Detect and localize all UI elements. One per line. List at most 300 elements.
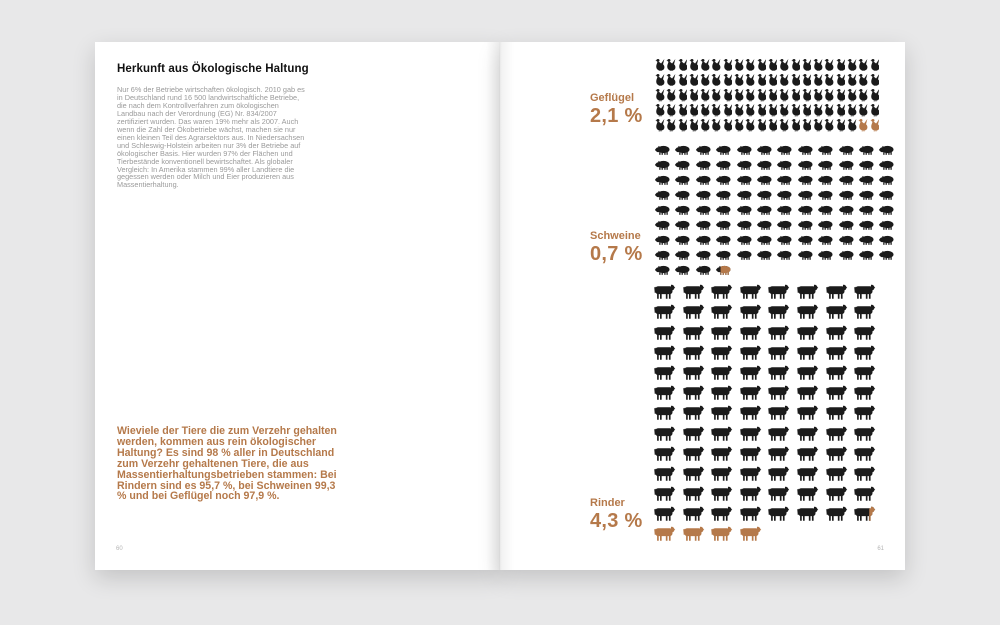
cow-icon — [767, 483, 796, 503]
chicken-icon — [734, 104, 745, 119]
cow-icon — [796, 463, 825, 483]
cow-icon — [767, 342, 796, 362]
chicken-icon — [791, 104, 802, 119]
pig-icon — [777, 232, 797, 247]
chicken-icon — [678, 73, 689, 88]
cow-icon — [710, 281, 739, 301]
chicken-icon — [858, 119, 869, 134]
cow-icon — [739, 402, 768, 422]
pig-icon — [839, 172, 859, 187]
cow-icon — [739, 483, 768, 503]
pig-icon — [777, 172, 797, 187]
chicken-icon — [689, 73, 700, 88]
chicken-icon — [745, 58, 756, 73]
pig-icon — [859, 247, 879, 262]
pig-icon — [655, 187, 675, 202]
pig-icon — [716, 157, 736, 172]
cow-icon — [796, 382, 825, 402]
pig-icon — [839, 202, 859, 217]
chicken-icon — [802, 104, 813, 119]
geflugel-pictogram-grid — [655, 58, 882, 134]
chicken-icon — [723, 119, 734, 134]
chicken-icon — [768, 88, 779, 103]
chicken-icon — [802, 73, 813, 88]
cow-icon — [739, 422, 768, 442]
chicken-icon — [700, 88, 711, 103]
cow-icon — [653, 281, 682, 301]
pig-icon — [818, 232, 838, 247]
cow-icon — [767, 422, 796, 442]
rinder-value: 4,3 % — [590, 510, 643, 532]
pig-icon — [798, 247, 818, 262]
chicken-icon — [824, 58, 835, 73]
cow-icon — [767, 301, 796, 321]
pig-icon — [716, 247, 736, 262]
pig-icon — [696, 142, 716, 157]
chicken-icon — [700, 104, 711, 119]
schweine-label: Schweine — [590, 230, 641, 242]
cow-icon — [767, 382, 796, 402]
pig-icon — [798, 142, 818, 157]
chicken-icon — [836, 119, 847, 134]
chicken-icon — [745, 104, 756, 119]
pig-icon — [879, 172, 899, 187]
cow-icon — [710, 463, 739, 483]
chicken-icon — [824, 73, 835, 88]
pig-icon — [696, 232, 716, 247]
pig-icon — [655, 142, 675, 157]
pig-icon — [859, 232, 879, 247]
pig-icon — [777, 157, 797, 172]
chicken-icon — [870, 104, 881, 119]
cow-icon — [653, 362, 682, 382]
pig-icon — [839, 187, 859, 202]
cow-icon — [653, 523, 682, 543]
pig-icon — [716, 187, 736, 202]
chicken-icon — [836, 58, 847, 73]
chicken-icon — [779, 58, 790, 73]
cow-icon — [739, 362, 768, 382]
chicken-icon — [655, 104, 666, 119]
chicken-icon — [666, 73, 677, 88]
pig-icon — [839, 217, 859, 232]
cow-icon — [653, 463, 682, 483]
pig-icon — [757, 202, 777, 217]
pig-icon — [696, 157, 716, 172]
cow-icon — [853, 422, 882, 442]
cow-icon — [825, 483, 854, 503]
cow-icon — [682, 281, 711, 301]
chicken-icon — [779, 119, 790, 134]
cow-icon — [825, 422, 854, 442]
cow-icon — [653, 321, 682, 341]
pig-icon — [798, 187, 818, 202]
cow-icon — [739, 503, 768, 523]
cow-icon — [853, 321, 882, 341]
cow-icon — [825, 301, 854, 321]
page-title: Herkunft aus Ökologische Haltung — [117, 63, 309, 75]
pig-icon — [655, 247, 675, 262]
pig-icon — [859, 202, 879, 217]
cow-icon — [767, 503, 796, 523]
cow-icon — [710, 443, 739, 463]
chicken-icon — [655, 73, 666, 88]
chicken-icon — [678, 104, 689, 119]
chicken-icon — [711, 104, 722, 119]
chicken-icon — [757, 58, 768, 73]
chicken-icon — [791, 73, 802, 88]
cow-icon — [739, 301, 768, 321]
chicken-icon — [836, 104, 847, 119]
pig-icon — [655, 262, 675, 277]
cow-icon — [767, 463, 796, 483]
chicken-icon — [847, 119, 858, 134]
pig-icon — [818, 217, 838, 232]
pig-icon — [879, 157, 899, 172]
pig-icon — [777, 187, 797, 202]
cow-icon — [853, 443, 882, 463]
cow-icon — [825, 443, 854, 463]
right-page — [500, 42, 905, 570]
cow-icon — [825, 362, 854, 382]
pig-icon — [737, 187, 757, 202]
page-number-left: 60 — [116, 546, 123, 552]
cow-icon — [796, 443, 825, 463]
cow-icon — [682, 342, 711, 362]
cow-icon — [682, 382, 711, 402]
chicken-icon — [723, 58, 734, 73]
pig-icon — [879, 187, 899, 202]
cow-icon — [682, 422, 711, 442]
pig-icon — [859, 187, 879, 202]
chicken-icon — [768, 58, 779, 73]
cow-icon — [739, 463, 768, 483]
chicken-icon — [768, 119, 779, 134]
pig-icon — [798, 232, 818, 247]
chicken-icon — [734, 58, 745, 73]
cow-icon — [682, 463, 711, 483]
cow-icon — [653, 301, 682, 321]
pig-icon — [675, 247, 695, 262]
chicken-icon — [802, 88, 813, 103]
cow-icon — [796, 281, 825, 301]
chicken-icon — [678, 88, 689, 103]
chicken-icon — [734, 88, 745, 103]
pig-icon — [859, 157, 879, 172]
cow-icon — [767, 281, 796, 301]
chicken-icon — [836, 73, 847, 88]
chicken-icon — [700, 119, 711, 134]
chicken-icon — [745, 119, 756, 134]
chicken-icon — [734, 119, 745, 134]
pig-icon — [737, 202, 757, 217]
cow-icon — [682, 362, 711, 382]
chicken-icon — [836, 88, 847, 103]
chicken-icon — [813, 58, 824, 73]
chicken-icon — [689, 119, 700, 134]
chicken-icon — [666, 104, 677, 119]
chicken-icon — [757, 104, 768, 119]
pig-icon — [798, 217, 818, 232]
pig-icon — [675, 172, 695, 187]
chicken-icon — [802, 119, 813, 134]
cow-icon — [796, 342, 825, 362]
pig-icon — [798, 157, 818, 172]
cow-icon — [825, 402, 854, 422]
cow-icon — [825, 382, 854, 402]
pig-icon — [696, 247, 716, 262]
pig-icon — [696, 172, 716, 187]
cow-icon — [653, 483, 682, 503]
cow-icon — [710, 402, 739, 422]
pig-icon — [859, 142, 879, 157]
cow-icon — [739, 281, 768, 301]
pig-icon — [675, 217, 695, 232]
pig-icon — [839, 232, 859, 247]
chicken-icon — [757, 88, 768, 103]
chicken-icon — [870, 119, 881, 134]
cow-icon — [653, 402, 682, 422]
pig-icon — [818, 142, 838, 157]
cow-icon — [653, 443, 682, 463]
pig-icon — [757, 247, 777, 262]
cow-icon — [653, 503, 682, 523]
chicken-icon — [802, 58, 813, 73]
cow-icon — [853, 382, 882, 402]
cow-icon — [653, 342, 682, 362]
pig-icon — [696, 187, 716, 202]
cow-icon — [825, 321, 854, 341]
pig-icon — [675, 262, 695, 277]
cow-icon — [682, 321, 711, 341]
pig-icon — [655, 232, 675, 247]
pig-icon — [675, 157, 695, 172]
pig-icon — [655, 157, 675, 172]
chicken-icon — [791, 58, 802, 73]
chicken-icon — [678, 119, 689, 134]
cow-icon — [853, 342, 882, 362]
chicken-icon — [847, 104, 858, 119]
cow-icon — [710, 523, 739, 543]
chicken-icon — [847, 73, 858, 88]
cow-icon — [853, 483, 882, 503]
geflugel-value: 2,1 % — [590, 105, 643, 127]
pig-icon — [675, 232, 695, 247]
chicken-icon — [666, 58, 677, 73]
pig-icon — [737, 232, 757, 247]
chicken-icon — [700, 73, 711, 88]
chicken-icon — [824, 119, 835, 134]
pig-icon — [859, 172, 879, 187]
chicken-icon — [858, 88, 869, 103]
pig-icon — [716, 202, 736, 217]
chicken-icon — [847, 88, 858, 103]
chicken-icon — [678, 58, 689, 73]
chicken-icon — [666, 88, 677, 103]
chicken-icon — [870, 58, 881, 73]
chicken-icon — [689, 88, 700, 103]
chicken-icon — [870, 88, 881, 103]
pig-icon — [716, 217, 736, 232]
chicken-icon — [768, 73, 779, 88]
cow-icon — [796, 362, 825, 382]
cow-icon — [825, 503, 854, 523]
chicken-icon — [711, 73, 722, 88]
chicken-icon — [757, 119, 768, 134]
pig-icon — [818, 202, 838, 217]
cow-icon — [739, 443, 768, 463]
pig-icon — [879, 142, 899, 157]
chicken-icon — [870, 73, 881, 88]
cow-icon — [710, 422, 739, 442]
chicken-icon — [858, 58, 869, 73]
cow-icon — [739, 342, 768, 362]
cow-icon — [710, 483, 739, 503]
chicken-icon — [813, 88, 824, 103]
pig-icon — [777, 202, 797, 217]
pig-icon — [655, 202, 675, 217]
cow-icon — [796, 422, 825, 442]
pig-icon — [777, 247, 797, 262]
cow-icon — [710, 321, 739, 341]
pig-icon — [675, 142, 695, 157]
pig-icon — [737, 247, 757, 262]
cow-icon — [796, 321, 825, 341]
chicken-icon — [745, 88, 756, 103]
pig-icon — [879, 232, 899, 247]
cow-icon — [653, 382, 682, 402]
pig-icon — [879, 217, 899, 232]
cow-icon — [682, 402, 711, 422]
cow-icon — [682, 503, 711, 523]
cow-icon — [682, 523, 711, 543]
cow-icon — [710, 301, 739, 321]
pig-icon — [757, 142, 777, 157]
pig-icon — [655, 172, 675, 187]
rinder-label-group — [590, 497, 660, 533]
pig-icon — [716, 262, 736, 277]
chicken-icon — [858, 73, 869, 88]
chicken-icon — [768, 104, 779, 119]
cow-icon — [853, 463, 882, 483]
cow-icon — [853, 281, 882, 301]
chicken-icon — [655, 119, 666, 134]
pig-icon — [737, 217, 757, 232]
pig-icon — [696, 202, 716, 217]
chicken-icon — [779, 88, 790, 103]
pig-icon — [716, 142, 736, 157]
pig-icon — [818, 247, 838, 262]
chicken-icon — [824, 88, 835, 103]
cow-icon — [767, 443, 796, 463]
cow-icon — [796, 301, 825, 321]
pig-icon — [839, 247, 859, 262]
cow-icon — [682, 301, 711, 321]
cow-icon — [853, 503, 882, 523]
cow-icon — [853, 362, 882, 382]
pig-icon — [818, 172, 838, 187]
chicken-icon — [791, 119, 802, 134]
pig-icon — [839, 142, 859, 157]
pig-icon — [716, 172, 736, 187]
chicken-icon — [858, 104, 869, 119]
pig-icon — [859, 217, 879, 232]
pig-icon — [818, 187, 838, 202]
chicken-icon — [711, 88, 722, 103]
chicken-icon — [734, 73, 745, 88]
left-page — [95, 42, 500, 570]
pig-icon — [737, 172, 757, 187]
cow-icon — [710, 503, 739, 523]
cow-icon — [682, 443, 711, 463]
chicken-icon — [757, 73, 768, 88]
chicken-icon — [666, 119, 677, 134]
pig-icon — [879, 202, 899, 217]
cow-icon — [653, 422, 682, 442]
pig-icon — [879, 247, 899, 262]
cow-icon — [710, 362, 739, 382]
chicken-icon — [723, 73, 734, 88]
chicken-icon — [824, 104, 835, 119]
chicken-icon — [723, 104, 734, 119]
pig-icon — [757, 232, 777, 247]
pig-icon — [818, 157, 838, 172]
chicken-icon — [711, 58, 722, 73]
intro-paragraph: Nur 6% der Betriebe wirtschaften ökologisch. 2010 gab es in Deutschland rund 16 500 landwirtschaftliche Betriebe, die nach dem Kontrollverfahren zum ökologischen Landbau nach der Verordnung (EG) Nr. 834/2007 zertifiziert wurden. Das waren 19% mehr als 2007. Auch wenn die Zahl der Ökobetriebe wächst, machen sie nur einen kleinen Teil des Agrarsektors aus. In Niedersachsen und Schleswig-Holstein arbeiten nur 3% der Betriebe auf ökologischer Basis. Hier wurden 97% der Flächen und Tierbestände konventionell bewirtschaftet. Als globaler Vergleich: In Amerika stammen 99% aller Landtiere die gegessen werden oder Milch und Eier produzieren aus Massentierhaltung. — [117, 85, 305, 190]
cow-icon — [710, 382, 739, 402]
pig-icon — [675, 187, 695, 202]
chicken-icon — [813, 73, 824, 88]
pig-icon — [839, 157, 859, 172]
chicken-icon — [813, 104, 824, 119]
pig-icon — [798, 202, 818, 217]
cow-icon — [796, 402, 825, 422]
geflugel-label: Geflügel — [590, 92, 635, 104]
question-text: Wieviele der Tiere die zum Verzehr gehalten werden, kommen aus rein ökologischer Haltung? Es sind 98 % aller in Deutschland zum Verzehr gehaltenen Tiere, die aus Massentierhaltungsbetrieben stammen: Bei Rindern sind es 95,7 %, bei Schweinen 99,3 % und bei Geflügel noch 97,9 %. — [117, 425, 337, 503]
cow-icon — [767, 321, 796, 341]
pig-icon — [655, 217, 675, 232]
pig-icon — [737, 157, 757, 172]
schweine-pictogram-grid — [655, 142, 901, 277]
chicken-icon — [791, 88, 802, 103]
cow-icon — [796, 483, 825, 503]
rinder-pictogram-grid — [653, 281, 883, 543]
pig-icon — [696, 262, 716, 277]
cow-icon — [767, 402, 796, 422]
page-number-right: 61 — [877, 546, 884, 552]
cow-icon — [853, 301, 882, 321]
pig-icon — [757, 172, 777, 187]
chicken-icon — [689, 104, 700, 119]
chicken-icon — [779, 104, 790, 119]
pig-icon — [737, 142, 757, 157]
cow-icon — [739, 321, 768, 341]
chicken-icon — [745, 73, 756, 88]
chicken-icon — [655, 58, 666, 73]
chicken-icon — [700, 58, 711, 73]
cow-icon — [825, 463, 854, 483]
pig-icon — [757, 157, 777, 172]
pig-icon — [798, 172, 818, 187]
cow-icon — [825, 281, 854, 301]
cow-icon — [796, 503, 825, 523]
chicken-icon — [779, 73, 790, 88]
cow-icon — [767, 362, 796, 382]
chicken-icon — [655, 88, 666, 103]
cow-icon — [739, 523, 768, 543]
schweine-value: 0,7 % — [590, 243, 643, 265]
pig-icon — [757, 217, 777, 232]
